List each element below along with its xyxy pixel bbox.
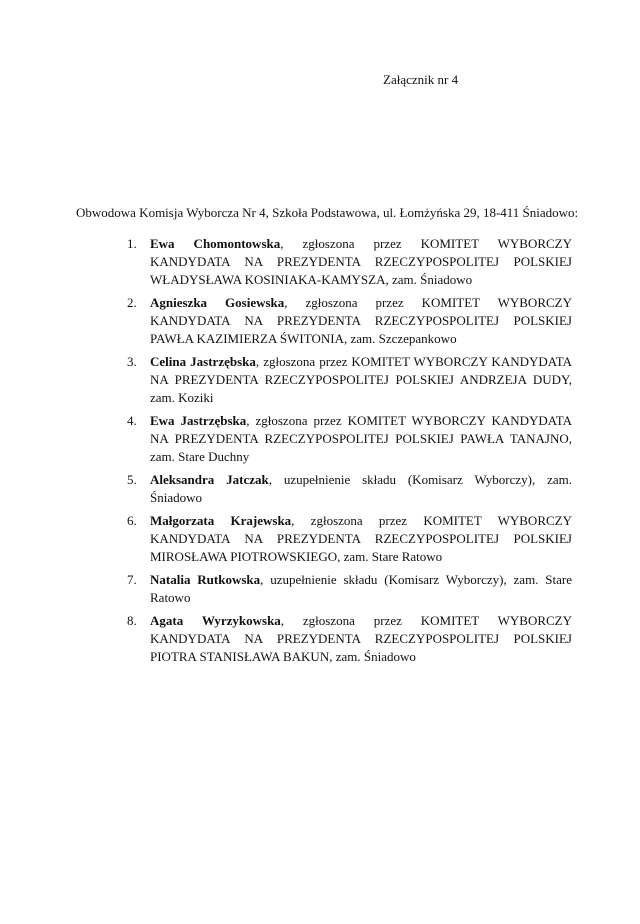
member-number: 6. — [127, 513, 137, 528]
member-details: , zgłoszona przez KOMITET WYBORCZY KANDYDATA NA PREZYDENTA RZECZYPOSPOLITEJ POLSKIEJ PAWŁA KAZIMIERZA ŚWITONIA, zam. Szczepankowo — [150, 295, 572, 346]
commission-heading: Obwodowa Komisja Wyborcza Nr 4, Szkoła Podstawowa, ul. Łomżyńska 29, 18-411 Śniadowo: — [76, 205, 579, 220]
member-item — [120, 471, 572, 507]
member-details: , zgłoszona przez KOMITET WYBORCZY KANDYDATA NA PREZYDENTA RZECZYPOSPOLITEJ POLSKIEJ WŁADYSŁAWA KOSINIAKA-KAMYSZA, zam. Śniadowo — [150, 236, 573, 287]
member-number: 3. — [127, 354, 137, 369]
member-name: Ewa Jastrzębska — [150, 413, 247, 428]
member-number: 7. — [127, 572, 137, 587]
member-details: , uzupełnienie składu (Komisarz Wyborczy), zam. Stare Ratowo — [150, 572, 572, 605]
member-name: Celina Jastrzębska — [150, 354, 256, 369]
member-name: Małgorzata Krajewska — [150, 513, 292, 528]
member-number: 2. — [127, 295, 137, 310]
member-name: Ewa Chomontowska — [150, 236, 281, 251]
member-details: , zgłoszona przez KOMITET WYBORCZY KANDYDATA NA PREZYDENTA RZECZYPOSPOLITEJ POLSKIEJ PIOTRA STANISŁAWA BAKUN, zam. Śniadowo — [150, 613, 573, 664]
member-name: Aleksandra Jatczak — [150, 472, 269, 487]
member-details: , uzupełnienie składu (Komisarz Wyborczy), zam. Śniadowo — [150, 472, 572, 505]
member-number: 4. — [127, 413, 137, 428]
member-item — [120, 235, 572, 289]
member-list — [120, 235, 572, 671]
member-name: Natalia Rutkowska — [150, 572, 261, 587]
member-details: , zgłoszona przez KOMITET WYBORCZY KANDYDATA NA PREZYDENTA RZECZYPOSPOLITEJ POLSKIEJ ANDRZEJA DUDY, zam. Koziki — [150, 354, 572, 405]
member-item — [120, 412, 572, 466]
member-item — [120, 512, 572, 566]
member-name: Agnieszka Gosiewska — [150, 295, 285, 310]
annex-label: Załącznik nr 4 — [383, 72, 459, 87]
member-name: Agata Wyrzykowska — [150, 613, 281, 628]
member-item — [120, 294, 572, 348]
member-details: , zgłoszona przez KOMITET WYBORCZY KANDYDATA NA PREZYDENTA RZECZYPOSPOLITEJ POLSKIEJ MIROSŁAWA PIOTROWSKIEGO, zam. Stare Ratowo — [150, 513, 572, 564]
member-number: 5. — [127, 472, 137, 487]
member-item — [120, 571, 572, 607]
member-item — [120, 353, 572, 407]
member-details: , zgłoszona przez KOMITET WYBORCZY KANDYDATA NA PREZYDENTA RZECZYPOSPOLITEJ POLSKIEJ PAWŁA TANAJNO, zam. Stare Duchny — [150, 413, 573, 464]
member-number: 1. — [127, 236, 137, 251]
member-item — [120, 612, 572, 666]
member-number: 8. — [127, 613, 137, 628]
